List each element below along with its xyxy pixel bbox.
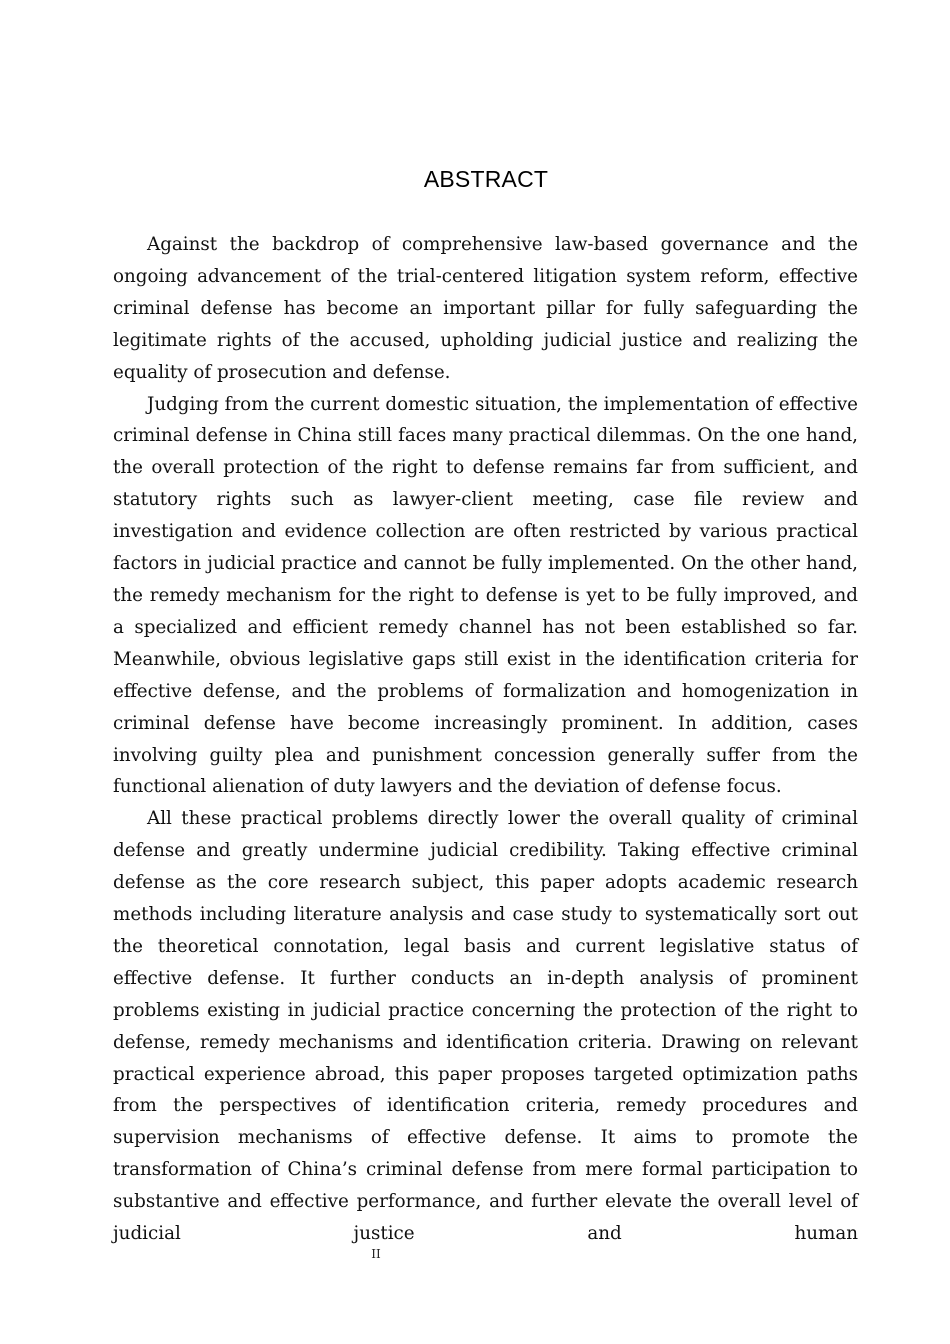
abstract-body <box>113 229 858 1250</box>
abstract-heading: ABSTRACT <box>423 166 549 192</box>
page-number: II <box>371 1247 381 1261</box>
abstract-paragraph-2: Judging from the current domestic situation, the implementation of effective criminal defense in China still faces many practical dilemmas. On the one hand, the overall protection of the right to defense remains far from sufficient, and statutory rights such as lawyer-client meeting, case file review and investigation and evidence collection are often restricted by various practical factors in judicial practice and cannot be fully implemented. On the other hand, the remedy mechanism for the right to defense is yet to be fully improved, and a specialized and efficient remedy channel has not been established so far. Meanwhile, obvious legislative gaps still exist in the identification criteria for effective defense, and the problems of formalization and homogenization in criminal defense have become increasingly prominent. In addition, cases involving guilty plea and punishment concession generally suffer from the functional alienation of duty lawyers and the deviation of defense focus. <box>113 393 858 798</box>
abstract-paragraph-3: All these practical problems directly lower the overall quality of criminal defense and greatly undermine judicial credibility. Taking effective criminal defense as the core research subject, this paper adopts academic research methods including literature analysis and case study to systematically sort out the theoretical connotation, legal basis and current legislative status of effective defense. It further conducts an in-depth analysis of prominent problems existing in judicial practice concerning the protection of the right to defense, remedy mechanisms and identification criteria. Drawing on relevant practical experience abroad, this paper proposes targeted optimization paths from the perspectives of identification criteria, remedy procedures and supervision mechanisms of effective defense. It aims to promote the transformation of China’s criminal defense from mere formal participation to substantive and effective performance, and further elevate the overall level of judicial justice and human <box>113 808 858 1245</box>
abstract-paragraph-1: Against the backdrop of comprehensive law-based governance and the ongoing advancement of the trial-centered litigation system reform, effective criminal defense has become an important pillar for fully safeguarding the legitimate rights of the accused, upholding judicial justice and realizing the equality of prosecution and defense. <box>113 234 858 383</box>
